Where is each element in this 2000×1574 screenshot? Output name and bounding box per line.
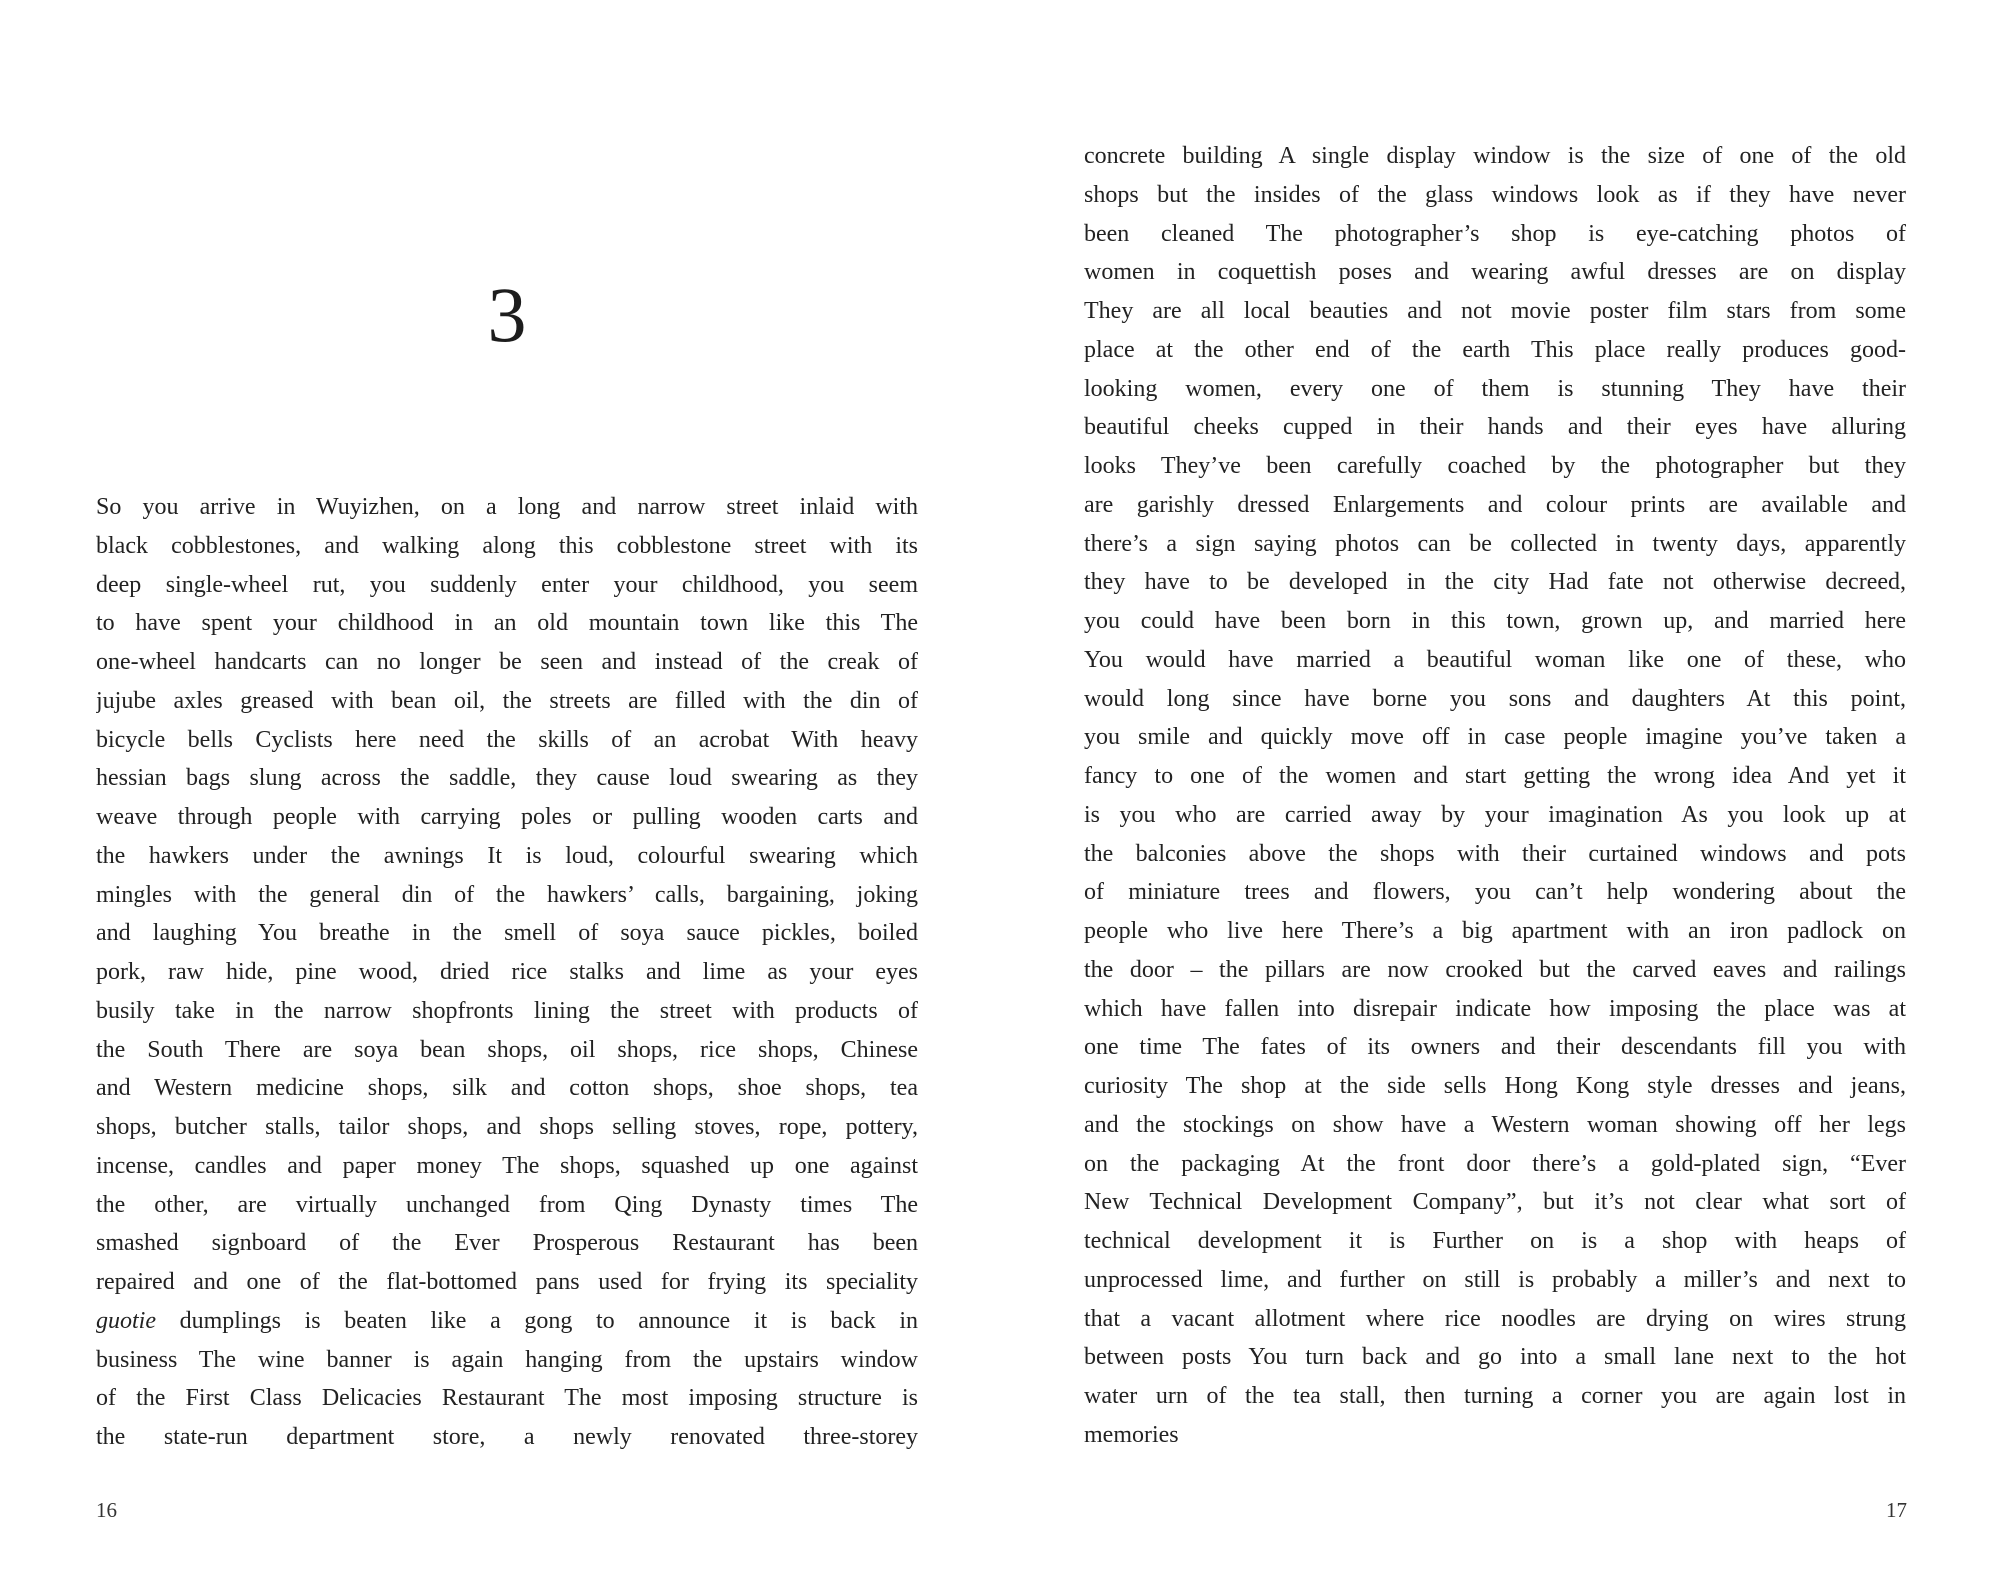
text-line: women in coquettish poses and wearing awful dresses are on display: [1084, 259, 1906, 286]
text-line: bicycle bells Cyclists here need the skills of an acrobat With heavy: [96, 726, 918, 753]
text-line: would long since have borne you sons and daughters At this point,: [1084, 685, 1906, 712]
text-line: that a vacant allotment where rice noodles are drying on wires strung: [1084, 1305, 1906, 1332]
text-line: technical development it is Further on is a shop with heaps of: [1084, 1228, 1906, 1254]
text-line: are garishly dressed Enlargements and colour prints are available and: [1084, 491, 1906, 518]
text-line: the other, are virtually unchanged from Qing Dynasty times The: [96, 1191, 918, 1218]
text-line: place at the other end of the earth This place really produces good-: [1084, 336, 1906, 363]
text-line: concrete building A single display window is the size of one of the old: [1084, 143, 1906, 169]
text-line: of the First Class Delicacies Restaurant The most imposing structure is: [96, 1385, 918, 1412]
text-line: beautiful cheeks cupped in their hands and their eyes have alluring: [1084, 414, 1906, 441]
text-line: and Western medicine shops, silk and cotton shops, shoe shops, tea: [96, 1075, 918, 1102]
text-line: there’s a sign saying photos can be collected in twenty days, apparently: [1084, 530, 1906, 557]
text-line: on the packaging At the front door there’s a gold-plated sign, “Ever: [1084, 1150, 1906, 1177]
text-line: busily take in the narrow shopfronts lining the street with products of: [96, 997, 918, 1024]
chapter-number: 3: [487, 271, 527, 358]
text-line: the state-run department store, a newly renovated three-storey: [96, 1424, 918, 1450]
right-page: [1000, 0, 2000, 1574]
text-line: to have spent your childhood in an old mountain town like this The: [96, 610, 918, 637]
text-line: guotie dumplings is beaten like a gong to announce it is back in: [96, 1307, 918, 1334]
text-line: one-wheel handcarts can no longer be seen and instead of the creak of: [96, 649, 918, 675]
text-line: memories: [1084, 1421, 1179, 1448]
text-line: curiosity The shop at the side sells Hong Kong style dresses and jeans,: [1084, 1073, 1906, 1099]
text-line: incense, candles and paper money The shops, squashed up one against: [96, 1152, 918, 1179]
right-page-text: [1084, 137, 1906, 1455]
text-line: you could have been born in this town, grown up, and married here: [1084, 608, 1906, 634]
text-line: the door – the pillars are now crooked but the carved eaves and railings: [1084, 956, 1906, 983]
page-number-right: 17: [1886, 1498, 1907, 1522]
text-line: they have to be developed in the city Had fate not otherwise decreed,: [1084, 569, 1906, 596]
text-line: water urn of the tea stall, then turning a corner you are again lost in: [1084, 1383, 1906, 1409]
text-line: and the stockings on show have a Western woman showing off her legs: [1084, 1111, 1906, 1138]
text-line: you smile and quickly move off in case people imagine you’ve taken a: [1084, 724, 1906, 751]
text-line: looking women, every one of them is stunning They have their: [1084, 375, 1906, 402]
text-line: You would have married a beautiful woman like one of these, who: [1084, 646, 1906, 673]
text-line: mingles with the general din of the hawkers’ calls, bargaining, joking: [96, 881, 918, 908]
text-line: weave through people with carrying poles or pulling wooden carts and: [96, 804, 918, 830]
text-line: the South There are soya bean shops, oil shops, rice shops, Chinese: [96, 1036, 918, 1063]
text-line: jujube axles greased with bean oil, the streets are filled with the din of: [96, 687, 918, 714]
text-line: been cleaned The photographer’s shop is eye-catching photos of: [1084, 220, 1906, 247]
text-line: hessian bags slung across the saddle, they cause loud swearing as they: [96, 765, 918, 792]
text-line: which have fallen into disrepair indicate how imposing the place was at: [1084, 995, 1906, 1022]
text-line: fancy to one of the women and start getting the wrong idea And yet it: [1084, 763, 1906, 789]
text-line: repaired and one of the flat-bottomed pans used for frying its speciality: [96, 1269, 918, 1295]
text-line: and laughing You breathe in the smell of soya sauce pickles, boiled: [96, 920, 918, 947]
left-page-text: [96, 488, 918, 1457]
text-line: So you arrive in Wuyizhen, on a long and narrow street inlaid with: [96, 494, 918, 520]
text-line: They are all local beauties and not movie poster film stars from some: [1084, 298, 1906, 324]
text-line: is you who are carried away by your imagination As you look up at: [1084, 801, 1906, 828]
text-line: one time The fates of its owners and their descendants fill you with: [1084, 1034, 1906, 1061]
text-line: of miniature trees and flowers, you can’t help wondering about the: [1084, 879, 1906, 906]
text-line: shops, butcher stalls, tailor shops, and shops selling stoves, rope, pottery,: [96, 1114, 918, 1140]
text-line: deep single-wheel rut, you suddenly enter your childhood, you seem: [96, 571, 918, 598]
text-line: the balconies above the shops with their curtained windows and pots: [1084, 840, 1906, 867]
text-line: smashed signboard of the Ever Prosperous Restaurant has been: [96, 1230, 918, 1257]
text-line: black cobblestones, and walking along this cobblestone street with its: [96, 532, 918, 559]
page-number-left: 16: [96, 1498, 117, 1522]
text-line: looks They’ve been carefully coached by the photographer but they: [1084, 453, 1906, 479]
text-line: business The wine banner is again hanging from the upstairs window: [96, 1346, 918, 1373]
text-line: between posts You turn back and go into a small lane next to the hot: [1084, 1344, 1906, 1371]
text-line: unprocessed lime, and further on still is probably a miller’s and next to: [1084, 1266, 1906, 1293]
text-line: the hawkers under the awnings It is loud, colourful swearing which: [96, 842, 918, 869]
text-line: New Technical Development Company”, but it’s not clear what sort of: [1084, 1189, 1906, 1216]
text-line: people who live here There’s a big apartment with an iron padlock on: [1084, 918, 1906, 944]
text-line: pork, raw hide, pine wood, dried rice stalks and lime as your eyes: [96, 959, 918, 985]
text-line: shops but the insides of the glass windows look as if they have never: [1084, 181, 1906, 208]
